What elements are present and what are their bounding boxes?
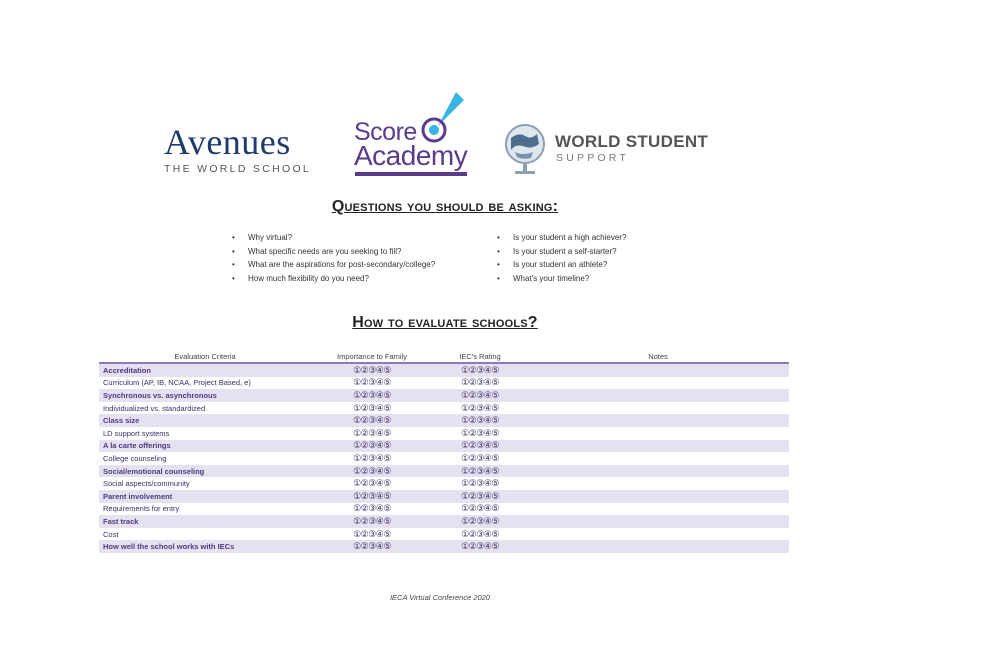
footer-text: IECA Virtual Conference 2020 [389,593,491,602]
notes-cell[interactable] [527,377,789,390]
question-item: • What are the aspirations for post-secondary/college? [232,258,435,272]
table-row [99,377,789,390]
table-row [99,452,789,465]
table-row [99,414,789,427]
evaluation-table-body [99,363,789,553]
importance-rating-cell[interactable]: ①②③④⑤ [311,490,433,503]
criteria-cell: How well the school works with IECs [99,540,311,553]
notes-cell[interactable] [527,414,789,427]
question-item: • Is your student a high achiever? [497,231,626,245]
question-item: • Why virtual? [232,231,435,245]
column-header-importance: Importance to Family [311,350,433,363]
table-row [99,528,789,541]
notes-cell[interactable] [527,440,789,453]
table-row [99,427,789,440]
logo-bar [0,88,1000,183]
criteria-cell: LD support systems [99,427,311,440]
table-row [99,465,789,478]
iec-rating-cell[interactable]: ①②③④⑤ [433,389,527,402]
iec-rating-cell[interactable]: ①②③④⑤ [433,440,527,453]
iec-rating-cell[interactable]: ①②③④⑤ [433,402,527,415]
notes-cell[interactable] [527,452,789,465]
column-header-notes: Notes [527,350,789,363]
avenues-logo [164,124,312,175]
iec-rating-cell[interactable]: ①②③④⑤ [433,528,527,541]
world-student-support-logo [503,122,743,178]
notes-cell[interactable] [527,477,789,490]
criteria-cell: Fast track [99,515,311,528]
notes-cell[interactable] [527,363,789,377]
importance-rating-cell[interactable]: ①②③④⑤ [311,363,433,377]
iec-rating-cell[interactable]: ①②③④⑤ [433,490,527,503]
importance-rating-cell[interactable]: ①②③④⑤ [311,528,433,541]
notes-cell[interactable] [527,402,789,415]
criteria-cell: Requirements for entry [99,503,311,516]
evaluation-table [99,350,789,553]
importance-rating-cell[interactable]: ①②③④⑤ [311,427,433,440]
table-row [99,363,789,377]
notes-cell[interactable] [527,540,789,553]
importance-rating-cell[interactable]: ①②③④⑤ [311,465,433,478]
criteria-cell: Curriculum (AP, IB, NCAA, Project Based, e) [99,377,311,390]
globe-icon [503,122,549,178]
world-student-support-subtitle: SUPPORT [556,152,629,164]
questions-list-left [232,231,435,285]
importance-rating-cell[interactable]: ①②③④⑤ [311,515,433,528]
importance-rating-cell[interactable]: ①②③④⑤ [311,452,433,465]
table-header-row [99,350,789,363]
score-academy-line2: Academy [354,140,468,171]
importance-rating-cell[interactable]: ①②③④⑤ [311,477,433,490]
importance-rating-cell[interactable]: ①②③④⑤ [311,402,433,415]
iec-rating-cell[interactable]: ①②③④⑤ [433,503,527,516]
iec-rating-cell[interactable]: ①②③④⑤ [433,477,527,490]
column-header-iec-rating: IEC's Rating [433,350,527,363]
criteria-cell: Accreditation [99,363,311,377]
iec-rating-cell[interactable]: ①②③④⑤ [433,465,527,478]
importance-rating-cell[interactable]: ①②③④⑤ [311,440,433,453]
question-item: • Is your student a self-starter? [497,245,626,259]
table-row [99,503,789,516]
iec-rating-cell[interactable]: ①②③④⑤ [433,363,527,377]
notes-cell[interactable] [527,503,789,516]
criteria-cell: Social/emotional counseling [99,465,311,478]
notes-cell[interactable] [527,465,789,478]
notes-cell[interactable] [527,490,789,503]
notes-cell[interactable] [527,427,789,440]
question-item: • Is your student an athlete? [497,258,626,272]
questions-list-right [497,231,626,285]
criteria-cell: Cost [99,528,311,541]
criteria-cell: Individualized vs. standardized [99,402,311,415]
iec-rating-cell[interactable]: ①②③④⑤ [433,414,527,427]
notes-cell[interactable] [527,515,789,528]
table-row [99,477,789,490]
question-item: • What specific needs are you seeking to fill? [232,245,435,259]
iec-rating-cell[interactable]: ①②③④⑤ [433,515,527,528]
criteria-cell: Social aspects/community [99,477,311,490]
notes-cell[interactable] [527,389,789,402]
question-item: • What's your timeline? [497,272,626,286]
avenues-logo-subtitle: THE WORLD SCHOOL [164,163,312,175]
target-icon [416,88,466,148]
notes-cell[interactable] [527,528,789,541]
question-item: • How much flexibility do you need? [232,272,435,286]
iec-rating-cell[interactable]: ①②③④⑤ [433,427,527,440]
criteria-cell: Parent involvement [99,490,311,503]
criteria-cell: Synchronous vs. asynchronous [99,389,311,402]
world-student-support-name: WORLD STUDENT [555,132,709,151]
evaluate-heading: How to evaluate schools? [352,314,538,331]
criteria-cell: A la carte offerings [99,440,311,453]
criteria-cell: Class size [99,414,311,427]
score-academy-line1: Score [354,118,417,146]
score-academy-logo [354,88,479,183]
iec-rating-cell[interactable]: ①②③④⑤ [433,540,527,553]
importance-rating-cell[interactable]: ①②③④⑤ [311,414,433,427]
avenues-logo-name: Avenues [164,122,291,162]
table-row [99,402,789,415]
column-header-criteria: Evaluation Criteria [99,350,311,363]
score-academy-tagline-bar [355,172,467,176]
table-row [99,515,789,528]
importance-rating-cell[interactable]: ①②③④⑤ [311,540,433,553]
table-row [99,440,789,453]
importance-rating-cell[interactable]: ①②③④⑤ [311,377,433,390]
questions-heading: Questions you should be asking: [331,198,559,215]
table-row [99,389,789,402]
table-row [99,490,789,503]
criteria-cell: College counseling [99,452,311,465]
iec-rating-cell[interactable]: ①②③④⑤ [433,377,527,390]
importance-rating-cell[interactable]: ①②③④⑤ [311,503,433,516]
iec-rating-cell[interactable]: ①②③④⑤ [433,452,527,465]
table-row [99,540,789,553]
importance-rating-cell[interactable]: ①②③④⑤ [311,389,433,402]
